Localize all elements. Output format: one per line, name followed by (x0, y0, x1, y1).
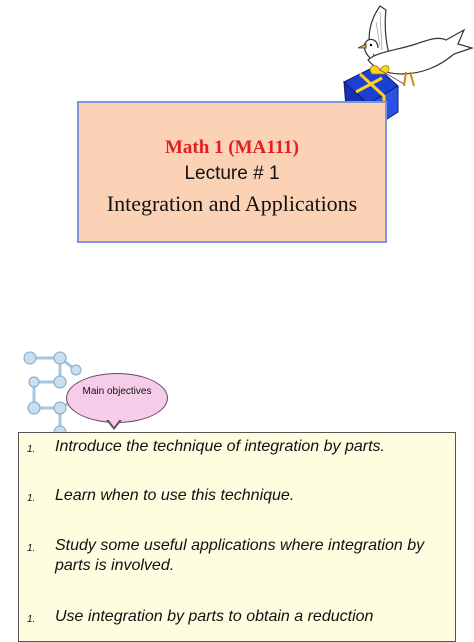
objective-number: 1. (27, 614, 36, 625)
lecture-number: Lecture # 1 (184, 163, 280, 184)
objective-text: Study some useful applications where integration by parts is involved. (55, 537, 425, 574)
objectives-box (18, 432, 456, 642)
callout-tail (106, 420, 122, 430)
objective-text: Use integration by parts to obtain a reduction (55, 608, 374, 625)
objective-text: Introduce the technique of integration by parts. (55, 438, 385, 455)
objective-number: 1. (27, 493, 36, 504)
objective-number: 1. (27, 444, 36, 455)
title-slide (0, 0, 474, 300)
lecture-topic: Integration and Applications (106, 191, 358, 216)
objective-number: 1. (27, 543, 36, 554)
title-box (77, 101, 387, 243)
objectives-slide (0, 340, 474, 632)
main-objectives-callout: Main objectives (66, 373, 168, 423)
objective-text: Learn when to use this technique. (55, 487, 295, 504)
course-title: Math 1 (MA111) (164, 137, 300, 158)
